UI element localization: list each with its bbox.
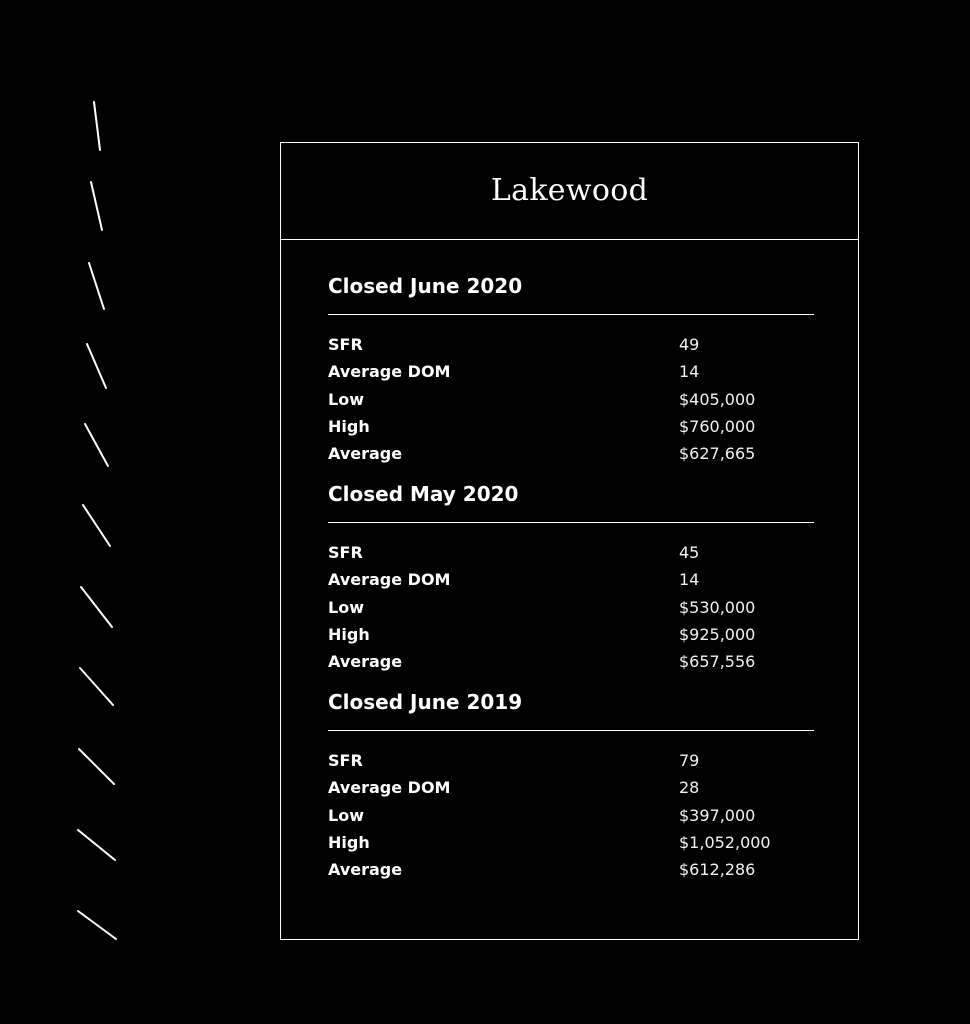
stat-row-average-dom: [328, 566, 814, 593]
stat-row-sfr: [328, 747, 814, 774]
section-closed-may-2020: [328, 478, 814, 675]
stat-row-average: [328, 648, 814, 675]
section-closed-june-2019: [328, 686, 814, 883]
stat-label: High: [328, 832, 370, 852]
decorative-dash: [94, 102, 100, 150]
stat-row-average: [328, 856, 814, 883]
stat-value: 28: [679, 778, 700, 798]
stat-row-high: [328, 621, 814, 648]
stat-label: Average DOM: [328, 362, 451, 382]
stat-label: Low: [328, 597, 364, 617]
stat-row-low: [328, 802, 814, 829]
stat-label: High: [328, 624, 370, 644]
stat-value: $627,665: [679, 444, 756, 464]
stat-value: 49: [679, 335, 700, 354]
stat-value: $1,052,000: [679, 832, 771, 852]
card-header: [281, 143, 858, 240]
stats-list: [328, 747, 814, 883]
decorative-dash-pattern: [0, 0, 140, 1024]
stat-label: SFR: [328, 335, 363, 354]
stat-value: 14: [679, 362, 700, 382]
card-title: Lakewood: [490, 172, 649, 208]
decorative-dash: [89, 263, 104, 309]
stat-row-low: [328, 594, 814, 621]
stat-row-high: [328, 413, 814, 440]
decorative-dash: [91, 182, 102, 230]
decorative-dash: [83, 505, 110, 546]
stat-label: Average DOM: [328, 778, 451, 798]
stat-row-sfr: [328, 331, 814, 358]
stat-value: $760,000: [679, 416, 756, 436]
stat-label: Average: [328, 444, 403, 464]
section-divider: [328, 522, 814, 523]
stat-row-high: [328, 829, 814, 856]
stat-label: SFR: [328, 751, 363, 770]
stat-value: $925,000: [679, 624, 756, 644]
stat-label: SFR: [328, 543, 363, 562]
stat-label: Low: [328, 389, 364, 409]
stat-value: $530,000: [679, 597, 756, 617]
section-title: Closed June 2019: [328, 690, 523, 714]
stat-row-average: [328, 440, 814, 467]
stats-list: [328, 539, 814, 675]
stat-value: 14: [679, 570, 700, 590]
section-title: Closed June 2020: [328, 274, 523, 298]
stat-value: $405,000: [679, 389, 756, 409]
stat-row-low: [328, 386, 814, 413]
stat-label: Average: [328, 860, 403, 880]
stat-row-average-dom: [328, 774, 814, 801]
stat-value: $612,286: [679, 860, 756, 880]
lakewood-stats-card: [280, 142, 859, 940]
decorative-dash: [85, 424, 108, 466]
stat-label: High: [328, 416, 370, 436]
section-divider: [328, 314, 814, 315]
section-closed-june-2020: [328, 270, 814, 467]
decorative-dash: [87, 344, 106, 388]
stat-row-sfr: [328, 539, 814, 566]
section-title: Closed May 2020: [328, 482, 519, 506]
decorative-dash: [78, 830, 115, 860]
decorative-dash: [80, 668, 113, 705]
stat-value: $397,000: [679, 805, 756, 825]
stat-label: Low: [328, 805, 364, 825]
stat-label: Average DOM: [328, 570, 451, 590]
decorative-dash: [78, 911, 116, 939]
section-divider: [328, 730, 814, 731]
stat-row-average-dom: [328, 358, 814, 385]
decorative-dash: [81, 587, 112, 627]
stat-value: 45: [679, 543, 700, 562]
decorative-dash: [79, 749, 114, 784]
stat-value: $657,556: [679, 652, 756, 672]
stat-label: Average: [328, 652, 403, 672]
stats-list: [328, 331, 814, 467]
stat-value: 79: [679, 751, 700, 770]
